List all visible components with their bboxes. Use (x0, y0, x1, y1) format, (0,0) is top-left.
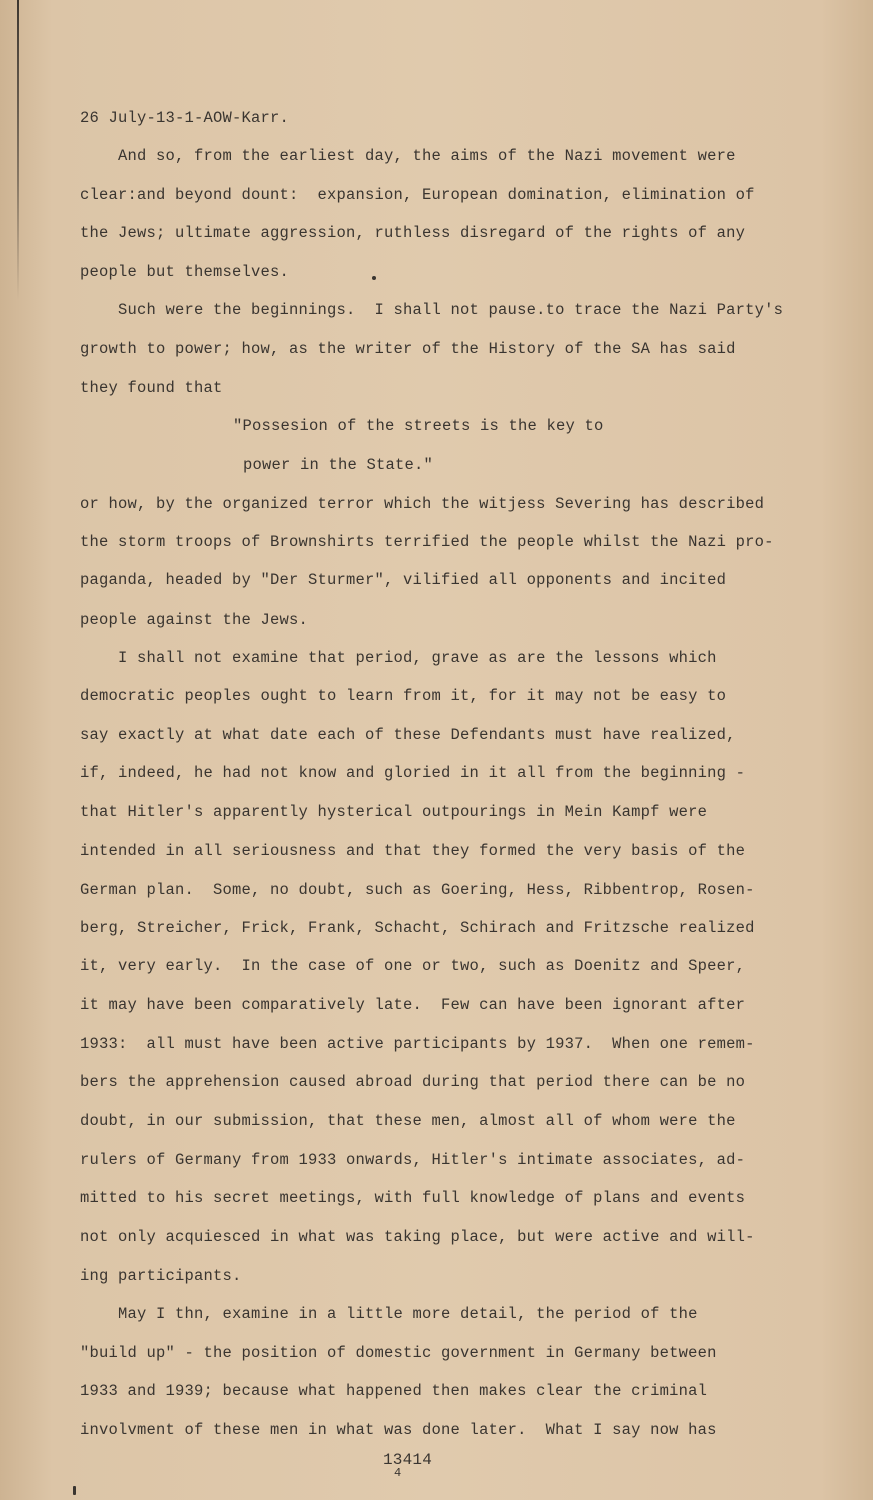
paragraph3-line: paganda, headed by "Der Sturmer", vilified all opponents and incited (80, 571, 727, 589)
paragraph3-line: people against the Jews. (80, 611, 309, 629)
paragraph4-line: ing participants. (80, 1267, 242, 1285)
ink-speck (372, 276, 376, 280)
ink-mark (73, 1486, 76, 1495)
paragraph1-line: the Jews; ultimate aggression, ruthless disregard of the rights of any (80, 224, 746, 242)
paragraph4-line: mitted to his secret meetings, with full knowledge of plans and events (80, 1189, 746, 1207)
paragraph3-line: or how, by the organized terror which the witjess Severing has described (80, 495, 765, 513)
paragraph2-line: growth to power; how, as the writer of the History of the SA has said (80, 340, 736, 358)
paragraph1-line: And so, from the earliest day, the aims of the Nazi movement were (118, 147, 736, 165)
paragraph4-line: that Hitler's apparently hysterical outpourings in Mein Kampf were (80, 803, 708, 821)
paragraph4-line: German plan. Some, no doubt, such as Goering, Hess, Ribbentrop, Rosen- (80, 881, 755, 899)
paragraph5-line: May I thn, examine in a little more detail, the period of the (118, 1305, 698, 1323)
paragraph4-line: bers the apprehension caused abroad during that period there can be no (80, 1073, 746, 1091)
paragraph2-line: Such were the beginnings. I shall not pause.to trace the Nazi Party's (118, 301, 784, 319)
paragraph5-line: involvment of these men in what was done later. What I say now has (80, 1421, 717, 1439)
paragraph4-line: not only acquiesced in what was taking place, but were active and will- (80, 1228, 755, 1246)
page-number-sub: 4 (394, 1466, 402, 1480)
paragraph1-line: clear:and beyond dount: expansion, European domination, elimination of (80, 186, 755, 204)
page-number: 13414 (383, 1451, 433, 1469)
paragraph3-line: the storm troops of Brownshirts terrified the people whilst the Nazi pro- (80, 533, 774, 551)
block-quote-line: power in the State." (243, 456, 434, 474)
paragraph5-line: 1933 and 1939; because what happened then makes clear the criminal (80, 1382, 708, 1400)
paragraph4-line: if, indeed, he had not know and gloried in it all from the beginning - (80, 764, 746, 782)
paragraph4-line: 1933: all must have been active participants by 1937. When one remem- (80, 1035, 755, 1053)
paragraph4-line: rulers of Germany from 1933 onwards, Hitler's intimate associates, ad- (80, 1151, 746, 1169)
paragraph4-line: doubt, in our submission, that these men, almost all of whom were the (80, 1112, 736, 1130)
margin-line (17, 0, 19, 300)
paragraph4-line: say exactly at what date each of these Defendants must have realized, (80, 726, 736, 744)
paragraph2-line: they found that (80, 379, 223, 397)
paragraph5-line: "build up" - the position of domestic government in Germany between (80, 1344, 717, 1362)
paragraph4-line: democratic peoples ought to learn from it, for it may not be easy to (80, 687, 727, 705)
paragraph1-line: people but themselves. (80, 263, 290, 281)
paragraph4-line: I shall not examine that period, grave as are the lessons which (118, 649, 717, 667)
paragraph4-line: it may have been comparatively late. Few can have been ignorant after (80, 996, 746, 1014)
paragraph4-line: intended in all seriousness and that they formed the very basis of the (80, 842, 746, 860)
block-quote-line: "Possesion of the streets is the key to (233, 417, 604, 435)
paragraph4-line: it, very early. In the case of one or two, such as Doenitz and Speer, (80, 957, 746, 975)
document-reference-header: 26 July-13-1-AOW-Karr. (80, 109, 290, 127)
paragraph4-line: berg, Streicher, Frick, Frank, Schacht, Schirach and Fritzsche realized (80, 919, 755, 937)
